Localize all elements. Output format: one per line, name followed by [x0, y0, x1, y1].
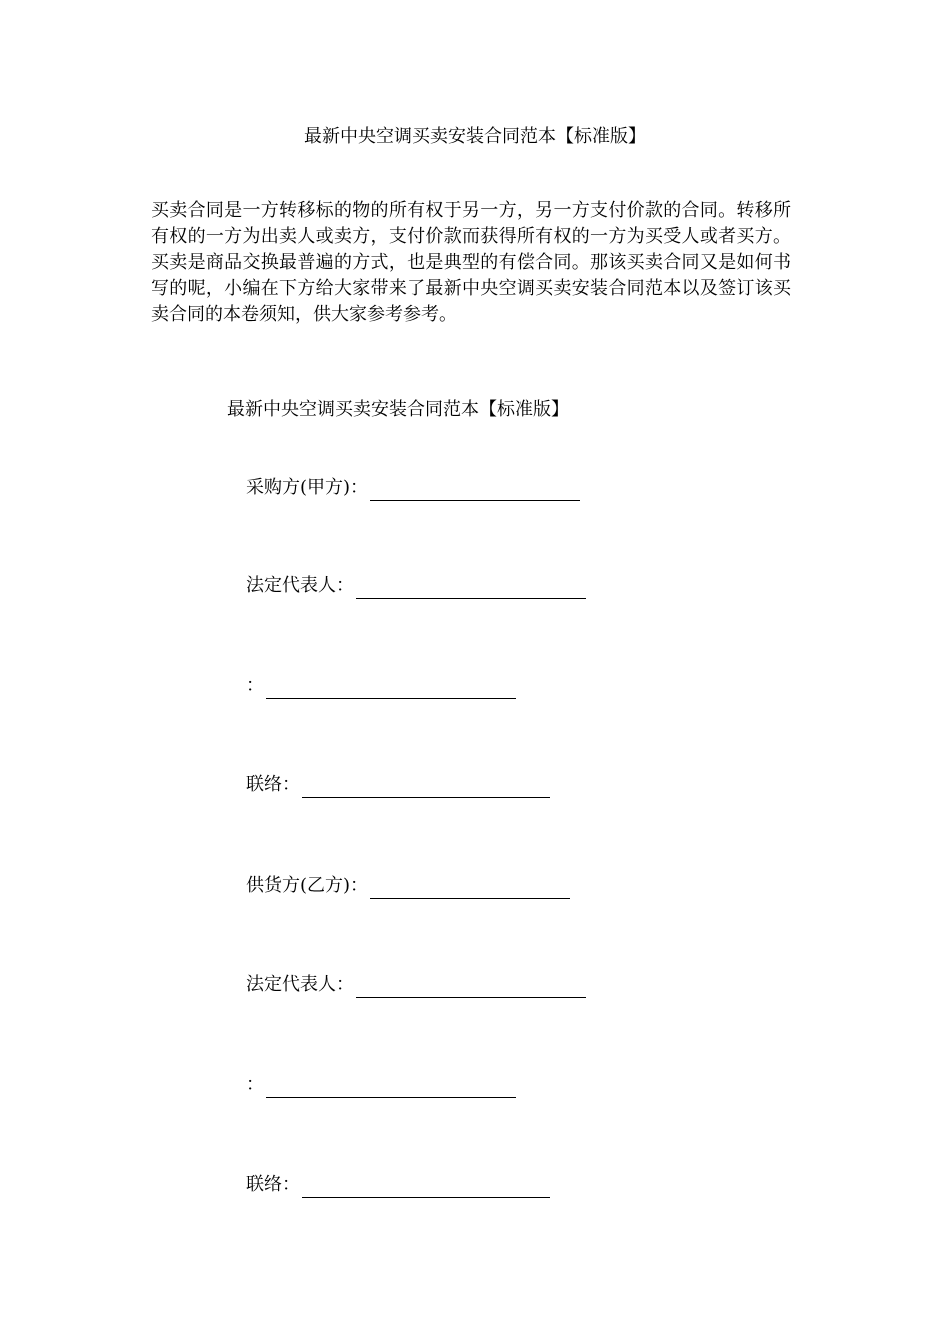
buyer-contact-label: 联络：	[246, 774, 300, 795]
supplier-legal-rep-field	[246, 972, 586, 998]
buyer-legal-rep-blank	[356, 579, 586, 599]
supplier-contact-field	[246, 1172, 550, 1198]
supplier-contact-label: 联络：	[246, 1174, 300, 1195]
buyer-unlabeled-blank	[266, 679, 516, 699]
supplier-unlabeled-field	[246, 1072, 516, 1098]
buyer-legal-rep-field	[246, 573, 586, 599]
buyer-party-field	[246, 475, 580, 501]
buyer-legal-rep-label: 法定代表人：	[246, 575, 354, 596]
buyer-contact-field	[246, 772, 550, 798]
buyer-unlabeled-label: ：	[246, 675, 264, 696]
supplier-legal-rep-blank	[356, 978, 586, 998]
supplier-party-field	[246, 873, 570, 899]
supplier-unlabeled-blank	[266, 1078, 516, 1098]
buyer-party-label: 采购方(甲方)：	[246, 477, 369, 498]
supplier-contact-blank	[302, 1178, 550, 1198]
supplier-party-blank	[370, 879, 570, 899]
supplier-party-label: 供货方(乙方)：	[246, 875, 369, 896]
intro-paragraph: 买卖合同是一方转移标的物的所有权于另一方，另一方支付价款的合同。转移所有权的一方为出卖人或卖方，支付价款而获得所有权的一方为买受人或者买方。买卖是商品交换最普遍的方式，也是典型的有偿合同。那该买卖合同又是如何书写的呢，小编在下方给大家带来了最新中央空调买卖安装合同范本以及签订该买卖合同的本卷须知，供大家参考参考。	[151, 200, 791, 325]
supplier-unlabeled-label: ：	[246, 1074, 264, 1095]
buyer-contact-blank	[302, 778, 550, 798]
page-title: 最新中央空调买卖安装合同范本【标准版】	[304, 126, 646, 147]
buyer-unlabeled-field	[246, 673, 516, 699]
buyer-party-blank	[370, 481, 580, 501]
supplier-legal-rep-label: 法定代表人：	[246, 974, 354, 995]
contract-title: 最新中央空调买卖安装合同范本【标准版】	[227, 399, 569, 420]
